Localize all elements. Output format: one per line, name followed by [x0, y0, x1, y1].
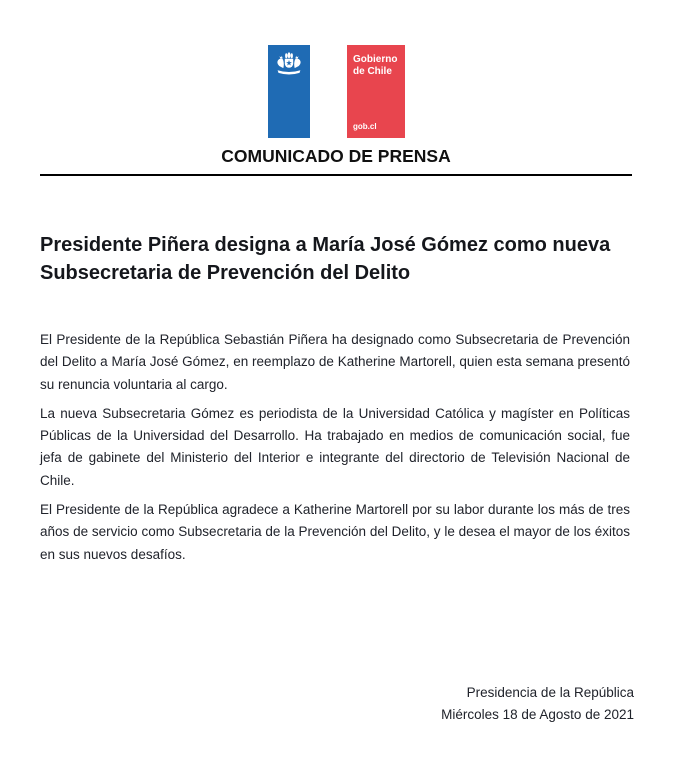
document-footer [40, 682, 634, 727]
chile-coat-of-arms-icon [274, 51, 304, 81]
press-release-title: COMUNICADO DE PRENSA [221, 146, 451, 166]
footer-date: Miércoles 18 de Agosto de 2021 [441, 707, 634, 723]
article-paragraph-2: La nueva Subsecretaria Gómez es periodista de la Universidad Católica y magíster en Políticas Públicas de la Universidad del Desarrollo. Ha trabajado en medios de comunicación social, fue jefa de gabinete del Ministerio del Interior e integrante del directorio de Televisión Nacional de Chile. [40, 405, 630, 488]
footer-issuer: Presidencia de la República [466, 685, 634, 700]
government-website-label: gob.cl [353, 122, 377, 131]
article-paragraph-1: El Presidente de la República Sebastián Piñera ha designado como Subsecretaria de Prevención del Delito a María José Gómez, en reemplazo de Katherine Martorell, quien esta semana presentó su renuncia voluntaria al cargo. [40, 332, 630, 392]
article-headline: Presidente Piñera designa a María José Gómez como nueva Subsecretaria de Prevención del Delito [40, 234, 611, 285]
government-name-label [353, 54, 405, 77]
article-body [40, 329, 630, 573]
logo-blue-block [268, 45, 310, 138]
logo-red-block [347, 45, 405, 138]
government-name-line1: Gobierno [353, 54, 398, 65]
header-divider-line [40, 174, 632, 176]
government-name-line2: de Chile [353, 65, 392, 77]
article-paragraph-3: El Presidente de la República agradece a Katherine Martorell por su labor durante los más de tres años de servicio como Subsecretaria de la Prevención del Delito, y le desea el mayor de los éxitos en sus nuevos desafíos. [40, 502, 630, 562]
